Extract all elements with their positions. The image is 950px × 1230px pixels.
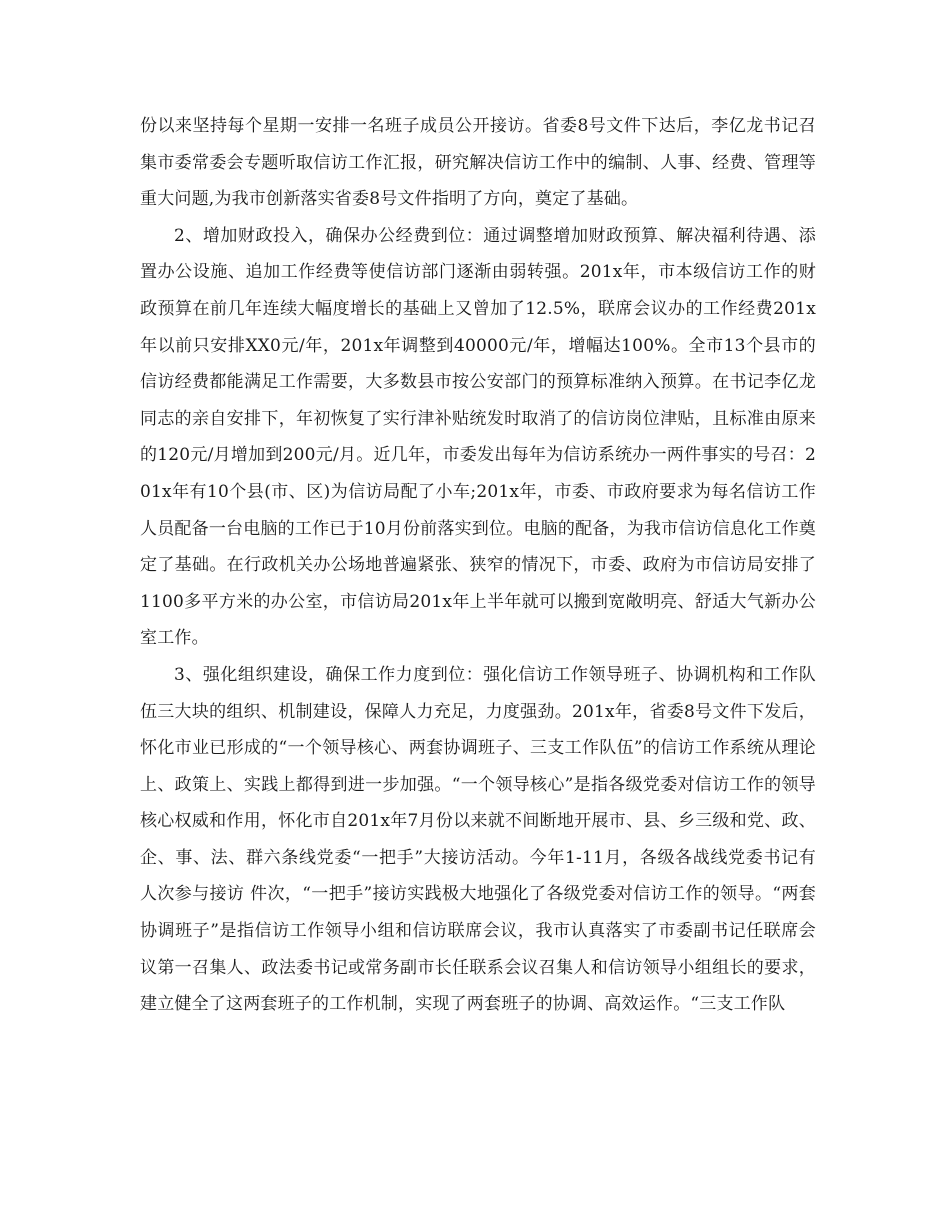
paragraph-organization-building: 3、强化组织建设，确保工作力度到位：强化信访工作领导班子、协调机构和工作队伍三大块的组织、机制建设，保障人力充足，力度强劲。201x年，省委8号文件下发后，怀化市业已形成的“一个领导核心、两套协调班子、三支工作队伍”的信访工作系统从理论上、政策上、实践上都得到进一步加强。“一个领导核心”是指各级党委对信访工作的领导核心权威和作用，怀化市自201x年7月份以来就不间断地开展市、县、乡三级和党、政、企、事、法、群六条线党委“一把手”大接访活动。今年1-11月，各级各战线党委书记有 人次参与接访 件次，“一把手”接访实践极大地强化了各级党委对信访工作的领导。“两套协调班子”是指信访工作领导小组和信访联席会议，我市认真落实了市委副书记任联席会议第一召集人、政法委书记或常务副市长任联系会议召集人和信访领导小组组长的要求，建立健全了这两套班子的工作机制，实现了两套班子的协调、高效运作。“三支工作队 (140, 664, 816, 1015)
paragraph-financial-investment: 2、增加财政投入，确保办公经费到位：通过调整增加财政预算、解决福利待遇、添置办公设施、追加工作经费等使信访部门逐渐由弱转强。201x年，市本级信访工作的财政预算在前几年连续大幅度增长的基础上又曾加了12.5%，联席会议办的工作经费201x年以前只安排XX0元/年，201x年调整到40000元/年，增幅达100%。全市13个县市的信访经费都能满足工作需要，大多数县市按公安部门的预算标准纳入预算。在书记李亿龙同志的亲自安排下，年初恢复了实行津补贴统发时取消了的信访岗位津贴，且标准由原来的120元/月增加到200元/月。近几年，市委发出每年为信访系统办一两件事实的号召：201x年有10个县(市、区)为信访局配了小车;201x年，市委、市政府要求为每名信访工作人员配备一台电脑的工作已于10月份前落实到位。电脑的配备，为我市信访信息化工作奠定了基础。在行政机关办公场地普遍紧张、狭窄的情况下，市委、政府为市信访局安排了1100多平方米的办公室，市信访局201x年上半年就可以搬到宽敞明亮、舒适大气新办公室工作。 (140, 225, 816, 649)
paragraph-continued: 份以来坚持每个星期一安排一名班子成员公开接访。省委8号文件下达后，李亿龙书记召集市委常委会专题听取信访工作汇报，研究解决信访工作中的编制、人事、经费、管理等重大问题,为我市创新落实省委8号文件指明了方向，奠定了基础。 (140, 116, 816, 210)
document-body (140, 108, 816, 1023)
